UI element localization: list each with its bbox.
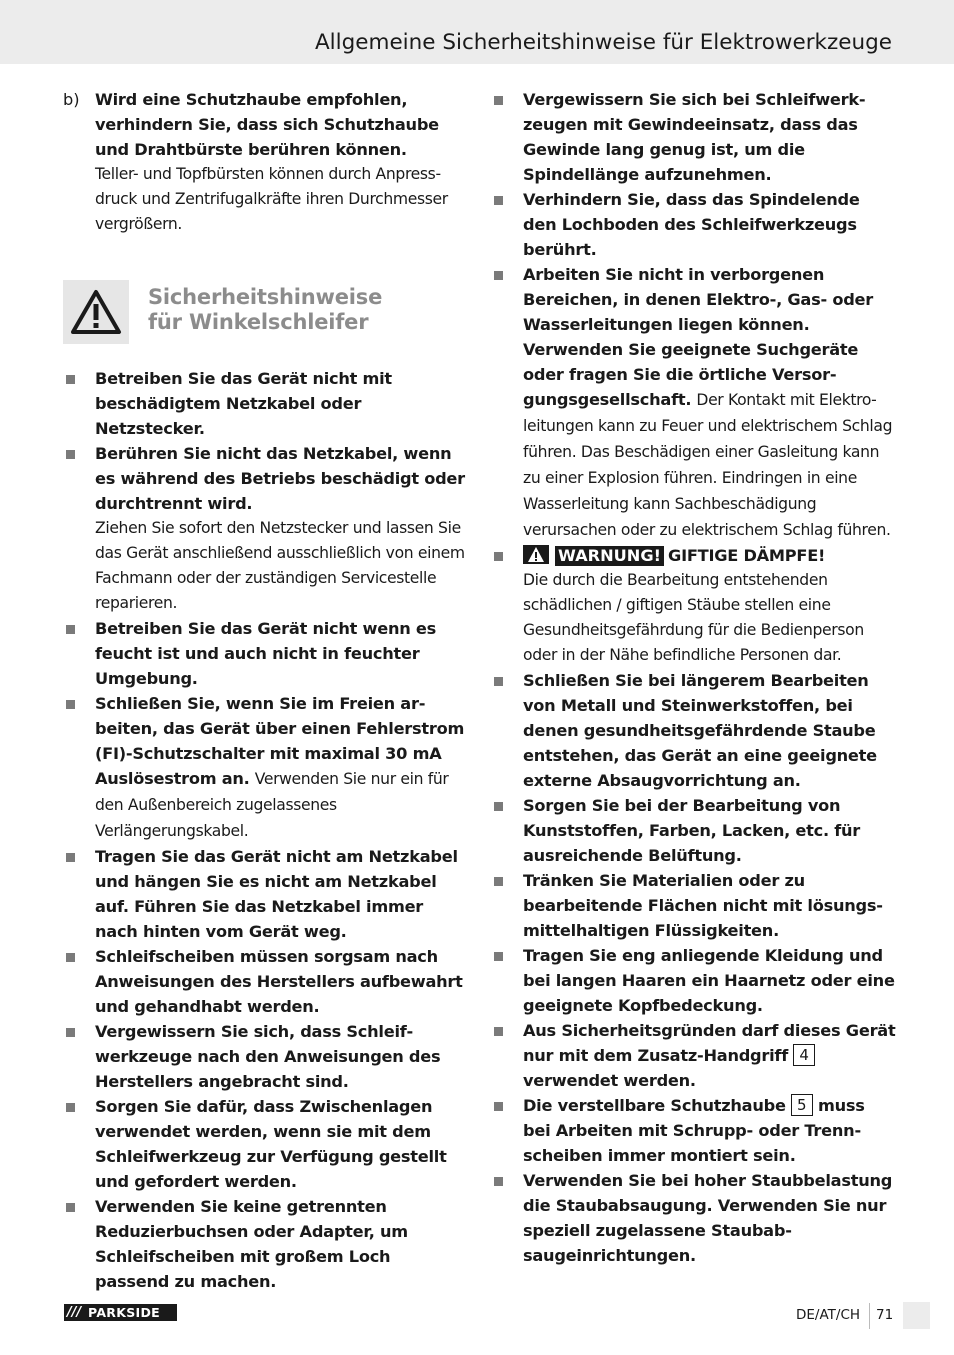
item-bold-text: Sorgen Sie dafür, dass Zwischenlagen verwendet werden, wenn sie mit dem Schleifwerkzeug zur Verfügung gestellt und gefordert werden. [95, 1097, 447, 1191]
square-bullet-icon [66, 625, 75, 634]
item-bold-text: Verwenden Sie keine getrennten Reduzierbuchsen oder Adapter, um Schleifscheiben mit großem Loch passend zu machen. [95, 1197, 408, 1291]
list-item [63, 944, 465, 1019]
item-bold-text: Tragen Sie eng anliegende Kleidung und bei langen Haaren ein Haarnetz oder eine geeignete Kopfbedeckung. [523, 946, 895, 1015]
section-heading [63, 280, 465, 344]
item-bold-text: Schließen Sie, wenn Sie im Freien arbeiten, das Gerät über einen Fehlerstrom (FI)-Schutzschalter mit maximal 30 mA Auslösestrom an. [95, 694, 465, 788]
parkside-logo [64, 1304, 177, 1321]
square-bullet-icon [66, 853, 75, 862]
square-bullet-icon [494, 677, 503, 686]
list-item [63, 616, 465, 691]
part-reference-box: 5 [791, 1094, 813, 1116]
section-title [148, 285, 382, 335]
footer-divider [869, 1303, 870, 1329]
item-bold-text: Betreiben Sie das Gerät nicht mit beschädigtem Netzkabel oder Netzstecker. [95, 369, 392, 438]
list-item [63, 366, 465, 441]
item-bold-text: Tränken Sie Materialien oder zu bearbeitende Flächen nicht mit lösungsmittelhaltigen Flüssigkeiten. [523, 871, 883, 940]
logo-slashes: /// [67, 1305, 82, 1320]
square-bullet-icon [66, 1028, 75, 1037]
logo-brand: PARKSIDE [88, 1305, 160, 1320]
warning-box [63, 280, 129, 344]
item-bold-text: Berühren Sie nicht das Netzkabel, wenn es während des Betriebs beschädigt oder durchtrennt wird. [95, 444, 465, 513]
footer-tab [903, 1302, 930, 1329]
square-bullet-icon [494, 552, 503, 561]
list-item [63, 441, 465, 616]
item-normal-text: Der Kontakt mit Elektroleitungen kann zu Feuer und elektrischem Schlag führen. Das Beschädigen einer Gasleitung kann zu einer Explosion führen. Eindringen in eine Wasserleitung kann Sachbeschädigung verursachen oder zu elektrischem Schlag führen. [523, 391, 893, 539]
list-item [491, 943, 896, 1018]
item-bold-text: verwendet werden. [523, 1071, 696, 1090]
list-item [63, 1094, 465, 1194]
warning-label: WARNUNG! [555, 546, 664, 566]
warning-normal-text: Die durch die Bearbeitung entstehenden schädlichen / giftigen Stäube stellen eine Gesundheitsgefährdung für die Bedienperson oder in der Nähe befindliche Personen dar. [523, 571, 864, 664]
item-bold-text: Verhindern Sie, dass das Spindelende den Lochboden des Schleifwerkzeugs berührt. [523, 190, 860, 259]
item-bold-text: Betreiben Sie das Gerät nicht wenn es feucht ist und auch nicht in feuchter Umgebung. [95, 619, 436, 688]
item-normal-text: Ziehen Sie sofort den Netzstecker und lassen Sie das Gerät anschließend ausschließlich von einem Fachmann oder der zuständigen Servicestelle reparieren. [95, 519, 465, 612]
square-bullet-icon [494, 1027, 503, 1036]
square-bullet-icon [494, 952, 503, 961]
item-bold-text: muss bei Arbeiten mit Schrupp- oder Trennscheiben immer montiert sein. [523, 1096, 865, 1165]
square-bullet-icon [66, 1103, 75, 1112]
square-bullet-icon [494, 196, 503, 205]
square-bullet-icon [66, 450, 75, 459]
intro-normal-text: Teller- und Topfbürsten können durch Anpressdruck und Zentrifugalkräfte ihren Durchmesser vergrößern. [95, 165, 448, 233]
item-bold-text: Vergewissern Sie sich bei Schleifwerkzeugen mit Gewindeeinsatz, dass das Gewinde lang genug ist, um die Spindellänge aufzunehmen. [523, 90, 866, 184]
warning-bold-text: GIFTIGE DÄMPFE! [668, 546, 826, 565]
intro-bold-text: Wird eine Schutzhaube empfohlen, verhindern Sie, dass sich Schutzhaube und Drahtbürste berühren können. [95, 90, 439, 159]
list-item [491, 1168, 896, 1268]
item-bold-text: Sorgen Sie bei der Bearbeitung von Kunststoffen, Farben, Lacken, etc. für ausreichende Belüftung. [523, 796, 861, 865]
item-bold-text: Schließen Sie bei längerem Bearbeiten von Metall und Steinwerkstoffen, bei denen gesundheitsgefährdende Staube entstehen, das Gerät an eine geeignete externe Absaugvorrichtung an. [523, 671, 877, 790]
list-item [63, 844, 465, 944]
list-item [491, 1093, 896, 1168]
list-item [491, 262, 896, 543]
square-bullet-icon [66, 700, 75, 709]
square-bullet-icon [494, 1102, 503, 1111]
square-bullet-icon [66, 375, 75, 384]
section-title-line1: Sicherheitshinweise [148, 285, 383, 309]
item-bold-text: Die verstellbare Schutzhaube [523, 1096, 786, 1115]
part-reference-box: 4 [793, 1044, 815, 1066]
square-bullet-icon [494, 877, 503, 886]
list-item [63, 1019, 465, 1094]
square-bullet-icon [66, 1203, 75, 1212]
square-bullet-icon [494, 271, 503, 280]
warning-icon [527, 546, 545, 563]
square-bullet-icon [494, 802, 503, 811]
item-bold-text: Arbeiten Sie nicht in verborgenen Bereichen, in denen Elektro-, Gas- oder Wasserleitungen liegen können. Verwenden Sie geeignete Suchgeräte oder fragen Sie die örtliche Versorgungsgesellschaft. [523, 265, 873, 409]
warning-list-item [491, 543, 896, 668]
section-title-line2: für Winkelschleifer [148, 310, 369, 334]
footer-language: DE/AT/CH [796, 1307, 861, 1323]
page-number: 71 [876, 1307, 894, 1323]
item-bold-text: Tragen Sie das Gerät nicht am Netzkabel und hängen Sie es nicht am Netzkabel auf. Führen Sie das Netzkabel immer nach hinten vom Gerät weg. [95, 847, 458, 941]
left-column [63, 87, 465, 1294]
item-bold-text: Vergewissern Sie sich, dass Schleifwerkzeuge nach den Anweisungen des Herstellers angebracht sind. [95, 1022, 441, 1091]
list-item [491, 187, 896, 262]
list-marker-b: b) [63, 90, 80, 109]
list-item [63, 691, 465, 844]
page-header [0, 0, 954, 64]
square-bullet-icon [494, 96, 503, 105]
list-item [491, 793, 896, 868]
intro-item-b [63, 87, 465, 237]
square-bullet-icon [66, 953, 75, 962]
list-item [491, 87, 896, 187]
warning-triangle-icon [70, 288, 122, 336]
item-bold-text: Schleifscheiben müssen sorgsam nach Anweisungen des Herstellers aufbewahrt und gehandhabt werden. [95, 947, 463, 1016]
list-item [491, 868, 896, 943]
list-item [63, 1194, 465, 1294]
header-title: Allgemeine Sicherheitshinweise für Elektrowerkzeuge [314, 30, 892, 55]
item-normal-text: Verwenden Sie nur ein für den Außenbereich zugelassenes Verlängerungskabel. [95, 770, 449, 840]
item-bold-text: Verwenden Sie bei hoher Staubbelastung die Staubabsaugung. Verwenden Sie nur speziell zugelassene Staubabsaugeinrichtungen. [523, 1171, 893, 1265]
list-item [491, 668, 896, 793]
list-item [491, 1018, 896, 1093]
right-column [491, 87, 896, 1268]
square-bullet-icon [494, 1177, 503, 1186]
warning-triangle-inline [523, 545, 549, 564]
item-bold-text: Aus Sicherheitsgründen darf dieses Gerät nur mit dem Zusatz-Handgriff [523, 1021, 896, 1065]
